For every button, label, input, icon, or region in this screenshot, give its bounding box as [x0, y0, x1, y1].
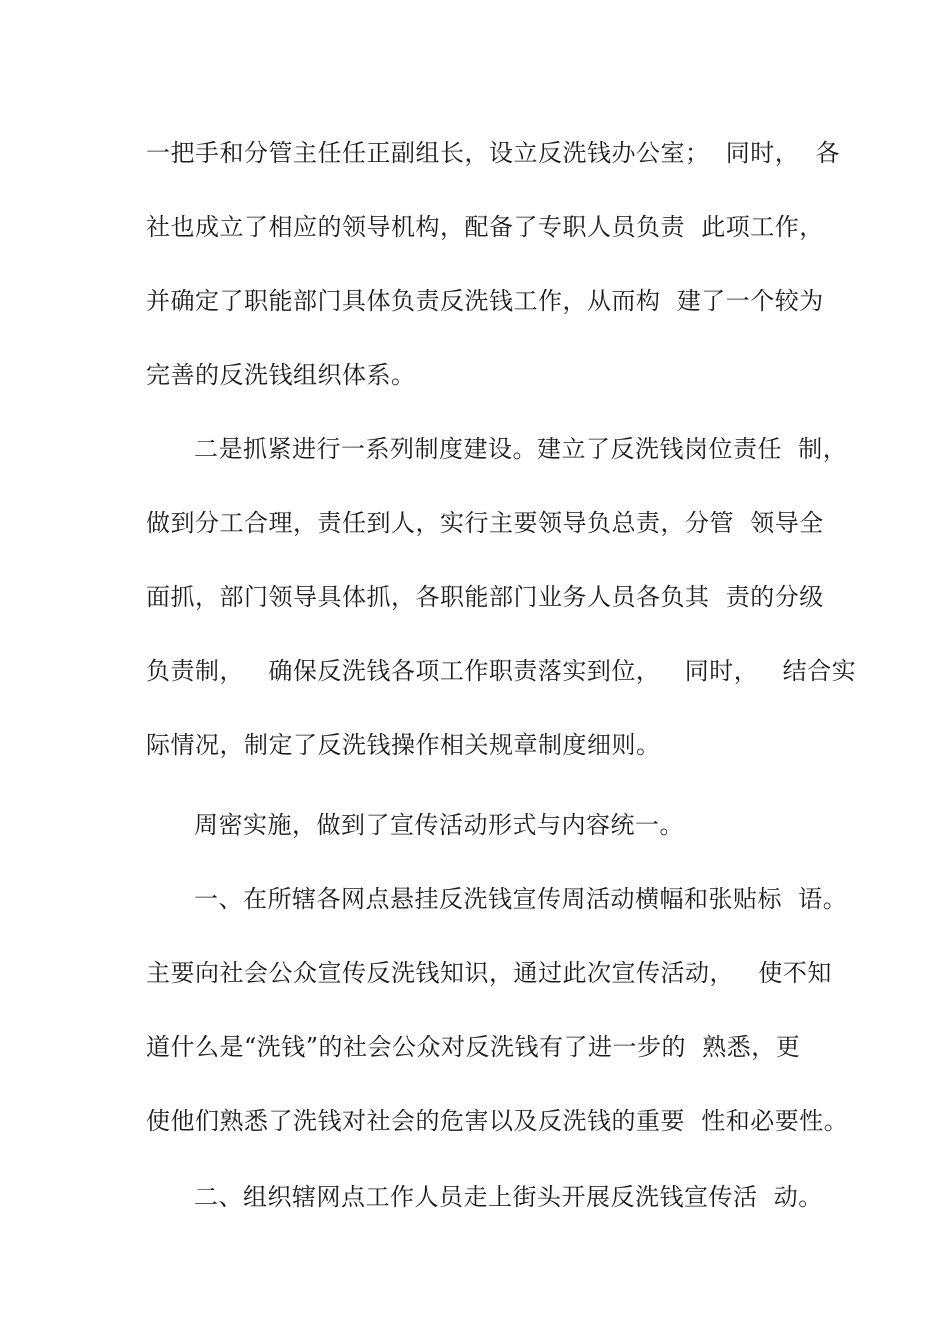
text-line-13: 道什么是“洗钱”的社会公众对反洗钱有了进一步的 熟悉，更 [146, 1033, 801, 1061]
text-line-15: 二、组织辖网点工作人员走上街头开展反洗钱宣传活 动。 [194, 1183, 823, 1211]
text-line-8: 负责制， 确保反洗钱各项工作职责落实到位， 同时， 结合实 [146, 657, 857, 685]
text-line-5: 二是抓紧进行一系列制度建设。建立了反洗钱岗位责任 制， [194, 435, 848, 463]
text-line-9: 际情况，制定了反洗钱操作相关规章制度细则。 [146, 731, 661, 759]
text-line-7: 面抓，部门领导具体抓，各职能部门业务人员各负其 责的分级 [146, 583, 824, 611]
text-line-2: 社也成立了相应的领导机构，配备了专职人员负责 此项工作， [146, 213, 824, 241]
text-line-1: 一把手和分管主任任正副组长，设立反洗钱办公室； 同时， 各 [146, 139, 841, 167]
text-line-6: 做到分工合理，责任到人，实行主要领导负总责，分管 领导全 [146, 509, 824, 537]
text-line-4: 完善的反洗钱组织体系。 [146, 361, 416, 389]
text-line-10: 周密实施，做到了宣传活动形式与内容统一。 [194, 811, 684, 839]
text-line-11: 一、在所辖各网点悬挂反洗钱宣传周活动横幅和张贴标 语。 [194, 885, 848, 913]
text-line-14: 使他们熟悉了洗钱对社会的危害以及反洗钱的重要 性和必要性。 [146, 1107, 849, 1135]
text-line-12: 主要向社会公众宣传反洗钱知识，通过此次宣传活动， 使不知 [146, 959, 832, 987]
text-line-3: 并确定了职能部门具体负责反洗钱工作，从而构 建了一个较为 [146, 287, 824, 315]
